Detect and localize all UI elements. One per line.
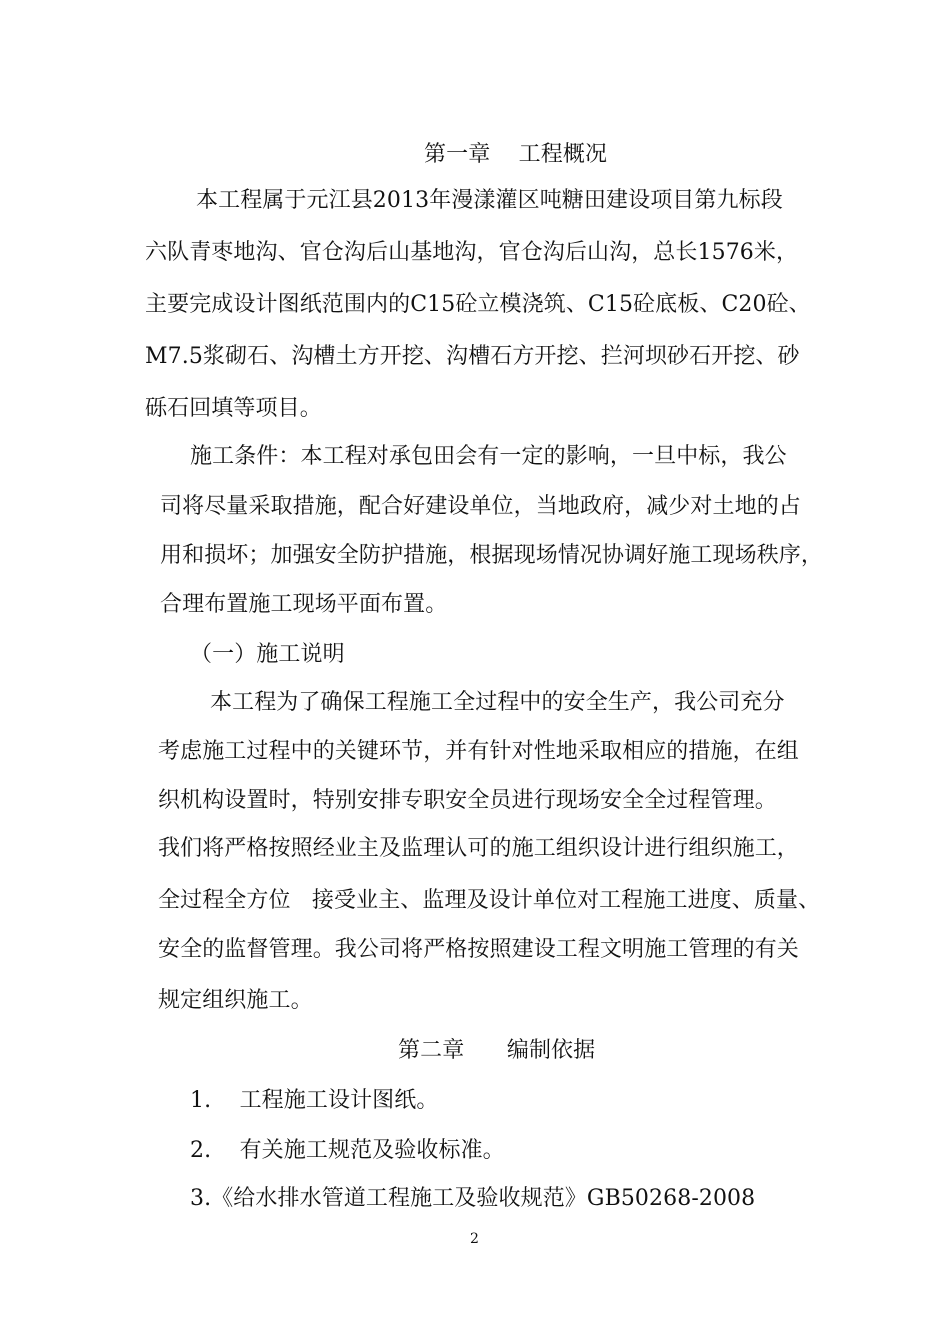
chapter2-item-1: 1. 工程施工设计图纸。 [190, 1088, 439, 1113]
chapter1-title: 第一章 工程概况 [424, 142, 608, 167]
chapter1-paragraph2-line2: 司将尽量采取措施，配合好建设单位，当地政府，减少对土地的占 [160, 494, 801, 519]
page-number: 2 [470, 1231, 479, 1247]
chapter1-paragraph2-line3: 用和损坏；加强安全防护措施，根据现场情况协调好施工现场秩序， [160, 543, 824, 568]
chapter2-item-3: 3.《给水排水管道工程施工及验收规范》GB50268-2008 [190, 1186, 756, 1211]
chapter1-paragraph3-line6: 安全的监督管理。我公司将严格按照建设工程文明施工管理的有关 [158, 937, 799, 962]
chapter2-title: 第二章 编制依据 [398, 1038, 596, 1063]
chapter1-paragraph2-line1: 施工条件：本工程对承包田会有一定的影响，一旦中标，我公 [190, 444, 787, 469]
chapter1-paragraph1-line4: M7.5浆砌石、沟槽土方开挖、沟槽石方开挖、拦河坝砂石开挖、砂 [145, 344, 800, 369]
chapter1-paragraph3-line5: 全过程全方位 接受业主、监理及设计单位对工程施工进度、质量、 [158, 888, 821, 913]
chapter1-paragraph1-line5: 砾石回填等项目。 [145, 396, 322, 421]
chapter1-paragraph3-line1: 本工程为了确保工程施工全过程中的安全生产，我公司充分 [210, 690, 785, 715]
chapter1-paragraph2-line4: 合理布置施工现场平面布置。 [160, 592, 448, 617]
section1-title: （一）施工说明 [190, 642, 345, 667]
chapter1-paragraph1-line3: 主要完成设计图纸范围内的C15砼立模浇筑、C15砼底板、C20砼、 [145, 292, 811, 317]
chapter1-paragraph3-line2: 考虑施工过程中的关键环节，并有针对性地采取相应的措施，在组 [158, 739, 799, 764]
chapter1-paragraph3-line7: 规定组织施工。 [158, 988, 313, 1013]
chapter1-paragraph3-line4: 我们将严格按照经业主及监理认可的施工组织设计进行组织施工， [158, 836, 799, 861]
chapter1-paragraph1-line1: 本工程属于元江县2013年漫漾灌区吨糖田建设项目第九标段 [196, 188, 783, 213]
chapter2-item-2: 2. 有关施工规范及验收标准。 [190, 1138, 505, 1163]
chapter1-paragraph1-line2: 六队青枣地沟、官仓沟后山基地沟，官仓沟后山沟，总长1576米， [145, 240, 799, 265]
chapter1-paragraph3-line3: 织机构设置时，特别安排专职安全员进行现场安全全过程管理。 [158, 788, 777, 813]
